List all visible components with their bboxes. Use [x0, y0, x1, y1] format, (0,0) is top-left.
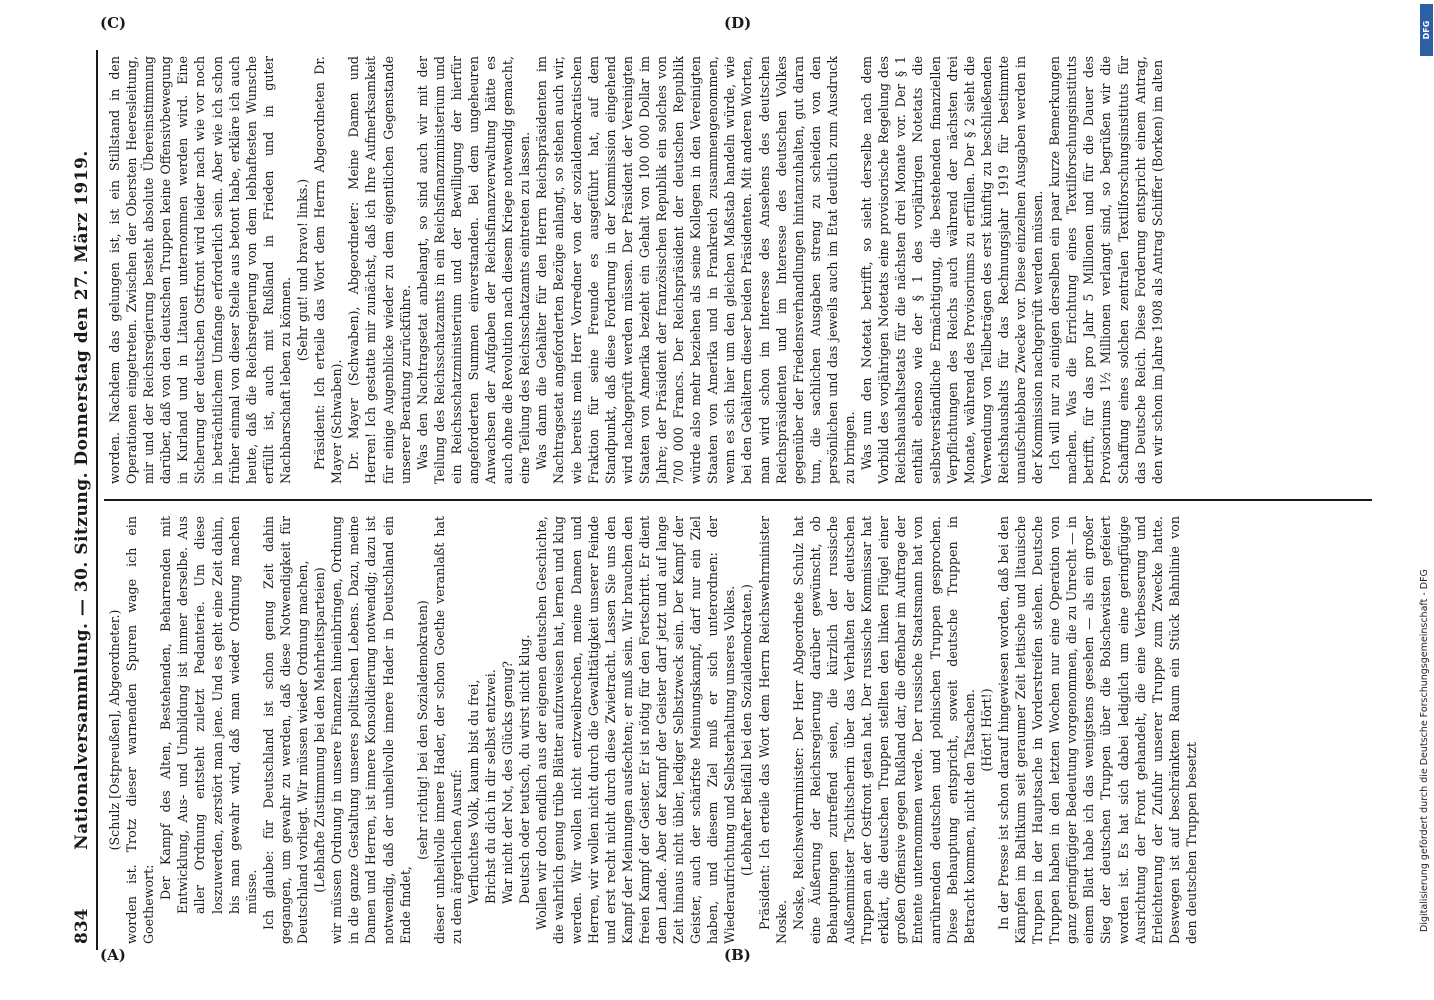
margin-letter-c: (C): [100, 14, 127, 32]
paragraph: worden ist. Trotz dieser warnenden Spuren wage ich ein Goethewort:: [124, 516, 157, 944]
president-statement: Präsident: Ich erteile das Wort dem Herrn Abgeordneten Dr. Mayer (Schwaben).: [312, 56, 345, 484]
rotated-page: [68, 50, 1388, 950]
interjection: (Lebhafter Beifall bei den Sozialdemokraten.): [739, 584, 755, 876]
mayer-speech: Dr. Mayer (Schwaben), Abgeordneter: Meine Damen und Herren! Ich gestatte mir zunächst, daß ich Ihre Aufmerksamkeit für einige Augenblicke wieder zu dem eigentlichen Gegenstande unserer Beratung zurückführe.: [346, 56, 413, 484]
digitization-credit: [1418, 62, 1432, 932]
verse-line: Verfluchtes Volk, kaum bist du frei,: [465, 679, 481, 904]
paragraph: Was den Nachtragsetat anbelangt, so sind auch wir mit der Teilung des Reichsschatzamts in ein Reichsfinanzministerium und ein Reichsschatzministerium und der Bewilligung der hierfür angeforderten Summen einverstanden. Bei dem ungeheuren Anwachsen der Aufgaben der Reichsfinanzverwaltung hätte es auch ohne die Revolution nach diesem Kriege notwendig gemacht, eine Teilung des Reichsschatzamts eintreten zu lassen.: [414, 56, 533, 484]
interjection: (Lebhafte Zustimmung bei den Mehrheitsparteien): [312, 567, 328, 893]
header-title: Nationalversammlung. — 30. Sitzung. Donnerstag den 27. März 1919.: [72, 150, 92, 850]
paragraph: Ich will nur zu einigen derselben ein paar kurze Bemerkungen machen. Was die Errichtung eines Textilforschungsinstituts betrifft, für das pro Jahr 5 Millionen und für die Dauer des Provisoriums 1½ Millionen verlangt sind, so begrüßen wir die Schaffung eines solchen zentralen Textilforschungsinstituts für das Deutsche Reich. Diese Forderung entspricht einem Antrag, den wir schon im Jahre 1908 als Antrag Schiffer (Borken) im alten: [1047, 56, 1165, 484]
speaker-continuation-note: (Schulz [Ostpreußen], Abgeordneter.): [107, 609, 122, 851]
goethe-quote: Der Kampf des Alten, Bestehenden, Beharrenden mit Entwicklung, Aus- und Umbildung ist immer derselbe. Aus aller Ordnung entsteht zuletzt Pedanterie. Um diese loszuwerden, zerstört man jene. Und es geht eine Zeit dahin, bis man gewahr wird, daß man wieder Ordnung machen müsse.: [158, 516, 259, 914]
column-divider: [104, 500, 1372, 502]
margin-letter-a: (A): [100, 946, 126, 964]
verse-line: Brichst du dich in dir selbst entzwei.: [483, 669, 499, 904]
margin-letter-d: (D): [724, 14, 752, 32]
interjection: (sehr richtig! bei den Sozialdemokraten): [414, 600, 430, 860]
interjection: (Sehr gut! und bravo! links.): [295, 178, 311, 362]
credit-text: Digitalisierung gefördert durch die Deutsche Forschungsgemeinschaft - DFG: [1419, 569, 1430, 932]
paragraph: Wollen wir doch endlich aus der eigenen deutschen Geschichte, die wahrlich genug trübe Blätter aufzuweisen hat, lernen und klug werden. Wir wollen nicht entzweibrechen, meine Damen und Herren, wir wollen nicht durch die Gewalttätigkeit unserer Feinde und erst recht nicht durch diese Zwietracht. Lassen Sie uns den Kampf der Meinungen ausfechten; er muß sein. Wir brauchen den freien Kampf der Geister. Er ist nötig für den Fortschritt. Er dient dem Lande. Aber der Kampf der Geister darf jetzt und auf lange Zeit hinaus nicht übler, lediger Selbstzweck sein. Der Kampf der Geister, auch der schärfste Meinungskampf, darf nur ein Ziel haben, und diesem Ziel muß er sich unterordnen: der Wiederaufrichtung und Selbsterhaltung unseres Volkes.: [534, 516, 738, 944]
paragraph: worden. Nachdem das gelungen ist, ist ein Stillstand in den Operationen eingetreten. Zwischen der Obersten Heeresleitung, mir und der Reichsregierung besteht absolute Übereinstimmung darüber, daß von den deutschen Truppen keine Offensivbewegung in Kurland und in Litauen unternommen werden wird. Eine Sicherung der deutschen Ostfront wird leider nach wie vor noch in beträchtlichem Umfange erforderlich sein. Aber wie ich schon früher einmal von dieser Stelle aus betont habe, erkläre ich auch heute, daß die Reichsregierung von dem lebhaftesten Wunsche erfüllt ist, auch mit Rußland in Frieden und in guter Nachbarschaft leben zu können.: [107, 56, 293, 484]
dfg-logo: DFG: [1420, 4, 1433, 56]
verse-line: War nicht der Not, des Glücks genug?: [500, 661, 516, 904]
paragraph: Was nun den Notetat betrifft, so sieht derselbe nach dem Vorbild des vorjährigen Notetats eine provisorische Regelung des Reichshaushaltsetats für die nächsten drei Monate vor. Der § 1 enthält ebenso wie der § 1 des vorjährigen Notetats die selbstverständliche Ermächtigung, die bestehenden finanziellen Verpflichtungen des Reichs auch während der nächsten drei Monate, während des Provisoriums zu erfüllen. Der § 2 sieht die Verwendung von Teilbeträgen des erst künftig zu beschließenden Reichshaushalts für das Rechnungsjahr 1919 für bestimmte unaufschiebbare Zwecke vor. Diese einzelnen Ausgaben werden in der Kommission nachgeprüft werden müssen.: [859, 56, 1046, 484]
margin-letter-b: (B): [724, 946, 751, 964]
paragraph: Was dann die Gehälter für den Herrn Reichspräsidenten im Nachtragsetat angeforderten Bezüge anlangt, so stehen auch wir, wie bereits mein Herr Vorredner von der sozialdemokratischen Fraktion für seine Freunde es ausgeführt hat, auf dem Standpunkt, daß diese Forderung in der Kommission eingehend wird nachgeprüft werden müssen. Der Präsident der Vereinigten Staaten von Amerika bezieht ein Gehalt von 100 000 Dollar im Jahre; der Präsident der französischen Republik ein solches von 700 000 Francs. Der Reichspräsident der deutschen Republik würde also mehr beziehen als seine Kollegen in den Vereinigten Staaten von Amerika und in Frankreich zusammengenommen, wenn es sich hier um den gleichen Maßstab handeln würde, wie bei den Gehältern dieser beiden Präsidenten. Mit anderen Worten, man wird schon im Interesse des Ansehens des deutschen Reichspräsidenten und im Interesse des deutschen Volkes gegenüber der Friedensverhandlungen hintanzuhalten, gut daran tun, die sachlichen Ausgaben streng zu scheiden von den persönlichen und das jeweils auch im Etat deutlich zum Ausdruck zu bringen.: [534, 56, 858, 484]
paragraph: Ich glaube: für Deutschland ist schon genug Zeit dahin gegangen, um gewahr zu werden, daß diese Notwendigkeit für Deutschland vorliegt. Wir müssen wieder Ordnung machen,: [260, 516, 311, 944]
paragraph: wir müssen Ordnung in unsere Finanzen hineinbringen, Ordnung in die ganze Gestaltung unseres politischen Lebens. Dazu, meine Damen und Herren, ist innere Konsolidierung notwendig; dazu ist notwendig, daß der unheilvolle innere Hader in Deutschland ein Ende findet,: [329, 516, 413, 944]
right-column: [106, 56, 1368, 484]
left-column: [106, 516, 1368, 944]
paragraph: dieser unheilvolle innere Hader, der schon Goethe veranlaßt hat zu dem ärgerlichen Ausruf:: [431, 516, 464, 944]
page-number: 834: [72, 908, 92, 944]
running-header: [68, 50, 98, 950]
president-statement: Präsident: Ich erteile das Wort dem Herrn Reichswehrminister Noske.: [756, 516, 789, 944]
verse-line: Deutsch oder teutsch, du wirst nicht klug.: [517, 634, 533, 904]
noske-speech: Noske, Reichswehrminister: Der Herr Abgeordnete Schulz hat eine Äußerung der Reichsregierung darüber gewünscht, ob Behauptungen zutreffend seien, die kürzlich der russische Außenminister Tschitscherin über das Verhalten der deutschen Truppen an der Ostfront getan hat. Der russische Kommissar hat erklärt, die deutschen Truppen stellten den linken Flügel einer großen Offensive gegen Rußland dar, die offenbar im Auftrage der Entente unternommen werde. Der russische Staatsmann hat von anrührenden deutschen und polnischen Truppen gesprochen. Diese Behauptung entspricht, soweit deutsche Truppen in Betracht kommen, nicht den Tatsachen.: [790, 516, 977, 944]
interjection: (Hört! Hört!): [978, 688, 994, 772]
paragraph: In der Presse ist schon darauf hingewiesen worden, daß bei den Kämpfen im Baltikum seit geraumer Zeit lettische und litauische Truppen in der Hauptsache in Vorderstreifen stehen. Deutsche Truppen haben in den letzten Wochen nur eine Operation von ganz geringfügiger Bedeutung vorgenommen, die zu Unrecht — in einem Blatt habe ich das wenigstens gesehen — als ein großer Sieg der deutschen Truppen über die Bolschewisten gefeiert worden ist. Es hat sich dabei lediglich um eine geringfügige Ausrichtung der Front gehandelt, die eine Verbesserung und Erleichterung der Zufuhr unserer Truppe zum Zwecke hatte. Deswegen ist auf beschränktem Raum ein Stück Bahnlinie von den deutschen Truppen besetzt: [995, 516, 1199, 944]
